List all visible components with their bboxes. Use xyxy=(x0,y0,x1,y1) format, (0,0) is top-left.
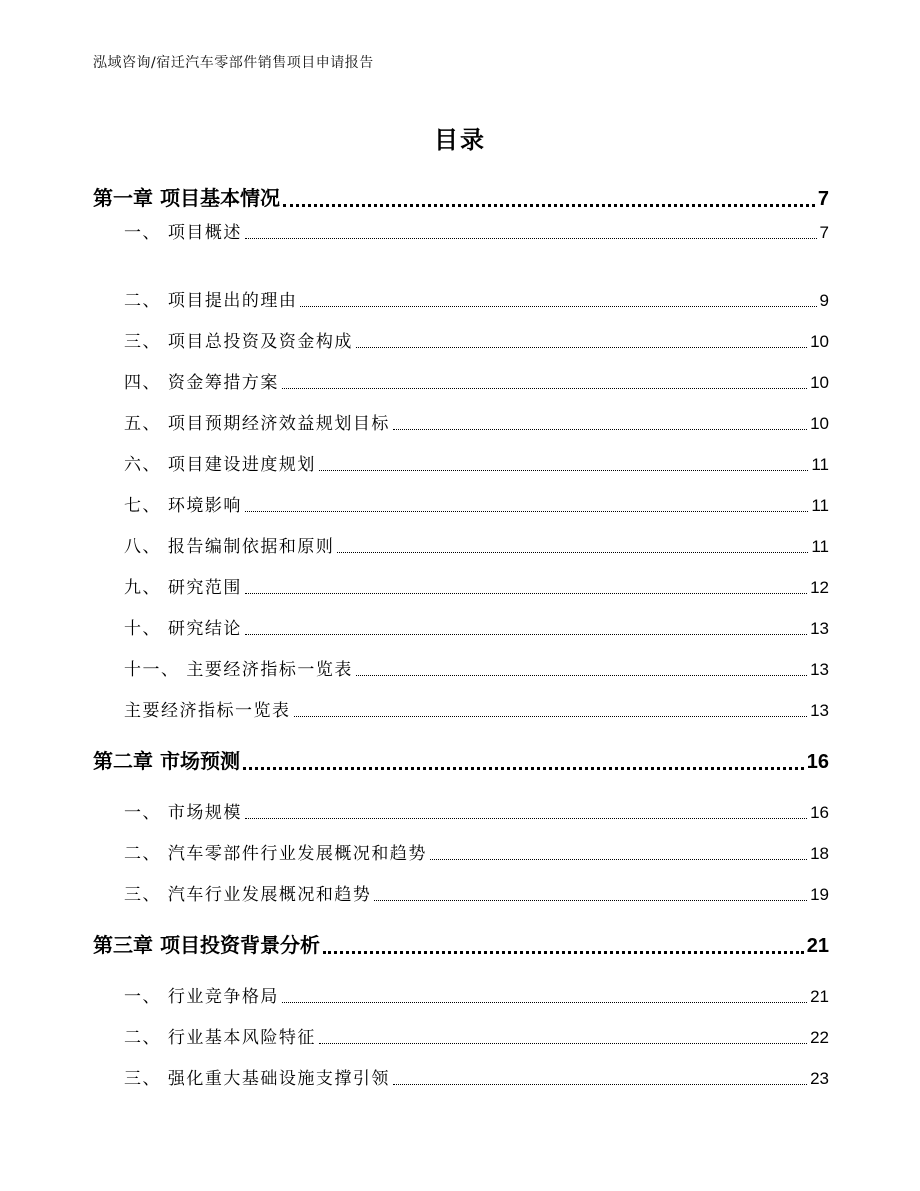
toc-entry-page: 10 xyxy=(810,373,829,392)
toc-section-1-4[interactable] xyxy=(124,368,829,393)
toc-section-3-3[interactable] xyxy=(124,1064,829,1089)
toc-section-1-7[interactable] xyxy=(124,491,829,516)
dot-leader xyxy=(319,1043,807,1044)
dot-leader xyxy=(282,1002,807,1003)
toc-entry-page: 10 xyxy=(810,332,829,351)
toc-entry-label: 一、 项目概述 xyxy=(124,223,242,243)
toc-entry-label: 十一、 主要经济指标一览表 xyxy=(124,660,353,680)
toc-entry-label: 第三章 项目投资背景分析 xyxy=(93,933,320,957)
dot-leader xyxy=(337,552,808,553)
dot-leader xyxy=(393,1084,807,1085)
toc-entry-label: 三、 汽车行业发展概况和趋势 xyxy=(124,885,372,905)
toc-entry-page: 13 xyxy=(810,619,829,638)
toc-chapter-3[interactable] xyxy=(93,929,829,958)
toc-section-2-2[interactable] xyxy=(124,839,829,864)
toc-entry-page: 11 xyxy=(811,537,829,556)
toc-entry-page: 21 xyxy=(810,987,829,1006)
toc-entry-page: 21 xyxy=(806,935,829,957)
dot-leader xyxy=(319,470,808,471)
dot-leader xyxy=(374,900,807,901)
toc-section-1-3[interactable] xyxy=(124,327,829,352)
toc-entry-label: 第二章 市场预测 xyxy=(93,749,240,773)
toc-entry-label: 六、 项目建设进度规划 xyxy=(124,455,316,475)
toc-section-1-12[interactable] xyxy=(124,696,829,721)
toc-entry-label: 一、 行业竞争格局 xyxy=(124,987,279,1007)
dot-leader xyxy=(393,429,807,430)
toc-entry-page: 11 xyxy=(811,455,829,474)
dot-leader xyxy=(356,347,807,348)
toc-entry-page: 11 xyxy=(811,496,829,515)
toc-entry-page: 18 xyxy=(810,844,829,863)
toc-entry-label: 二、 行业基本风险特征 xyxy=(124,1028,316,1048)
toc-section-1-2[interactable] xyxy=(124,286,829,311)
dot-leader xyxy=(245,238,817,239)
toc-entry-page: 19 xyxy=(810,885,829,904)
toc-entry-page: 9 xyxy=(819,291,829,310)
toc-entry-label: 第一章 项目基本情况 xyxy=(93,186,280,210)
toc-chapter-2[interactable] xyxy=(93,745,829,774)
dot-leader xyxy=(356,675,807,676)
dot-leader xyxy=(245,818,807,819)
dot-leader xyxy=(245,593,807,594)
toc-section-1-10[interactable] xyxy=(124,614,829,639)
toc-section-1-1[interactable] xyxy=(124,218,829,243)
toc-section-1-9[interactable] xyxy=(124,573,829,598)
toc-section-2-1[interactable] xyxy=(124,798,829,823)
dot-leader xyxy=(282,388,807,389)
toc-section-3-1[interactable] xyxy=(124,982,829,1007)
toc-section-3-2[interactable] xyxy=(124,1023,829,1048)
dot-leader xyxy=(283,204,815,207)
toc-entry-label: 十、 研究结论 xyxy=(124,619,242,639)
toc-section-2-3[interactable] xyxy=(124,880,829,905)
toc-entry-page: 10 xyxy=(810,414,829,433)
toc-entry-page: 22 xyxy=(810,1028,829,1047)
toc-entry-page: 23 xyxy=(810,1069,829,1088)
toc-entry-label: 一、 市场规模 xyxy=(124,803,242,823)
toc-entry-label: 三、 强化重大基础设施支撑引领 xyxy=(124,1069,390,1089)
toc-entry-label: 五、 项目预期经济效益规划目标 xyxy=(124,414,390,434)
toc-section-1-5[interactable] xyxy=(124,409,829,434)
toc-entry-label: 九、 研究范围 xyxy=(124,578,242,598)
dot-leader xyxy=(243,767,804,770)
toc-entry-label: 八、 报告编制依据和原则 xyxy=(124,537,335,557)
toc-entry-label: 二、 汽车零部件行业发展概况和趋势 xyxy=(124,844,427,864)
dot-leader xyxy=(245,511,808,512)
toc-section-1-6[interactable] xyxy=(124,450,829,475)
toc-section-1-11[interactable] xyxy=(124,655,829,680)
toc-entry-label: 三、 项目总投资及资金构成 xyxy=(124,332,353,352)
toc-section-1-8[interactable] xyxy=(124,532,829,557)
toc-entry-page: 7 xyxy=(819,223,829,242)
toc-entry-label: 四、 资金筹措方案 xyxy=(124,373,279,393)
dot-leader xyxy=(430,859,807,860)
toc-entry-page: 16 xyxy=(806,751,829,773)
dot-leader xyxy=(300,306,816,307)
page-title: 目录 xyxy=(434,126,486,154)
toc-entry-page: 7 xyxy=(817,188,829,210)
dot-leader xyxy=(323,951,804,954)
toc-entry-page: 16 xyxy=(810,803,829,822)
toc-entry-page: 13 xyxy=(810,701,829,720)
toc-entry-page: 12 xyxy=(810,578,829,597)
dot-leader xyxy=(294,716,808,717)
toc-entry-label: 二、 项目提出的理由 xyxy=(124,291,298,311)
dot-leader xyxy=(245,634,807,635)
page-header: 泓域咨询/宿迁汽车零部件销售项目申请报告 xyxy=(93,55,374,71)
toc-chapter-1[interactable] xyxy=(93,182,829,211)
toc-entry-label: 主要经济指标一览表 xyxy=(124,701,291,721)
toc-entry-label: 七、 环境影响 xyxy=(124,496,242,516)
toc-entry-page: 13 xyxy=(810,660,829,679)
